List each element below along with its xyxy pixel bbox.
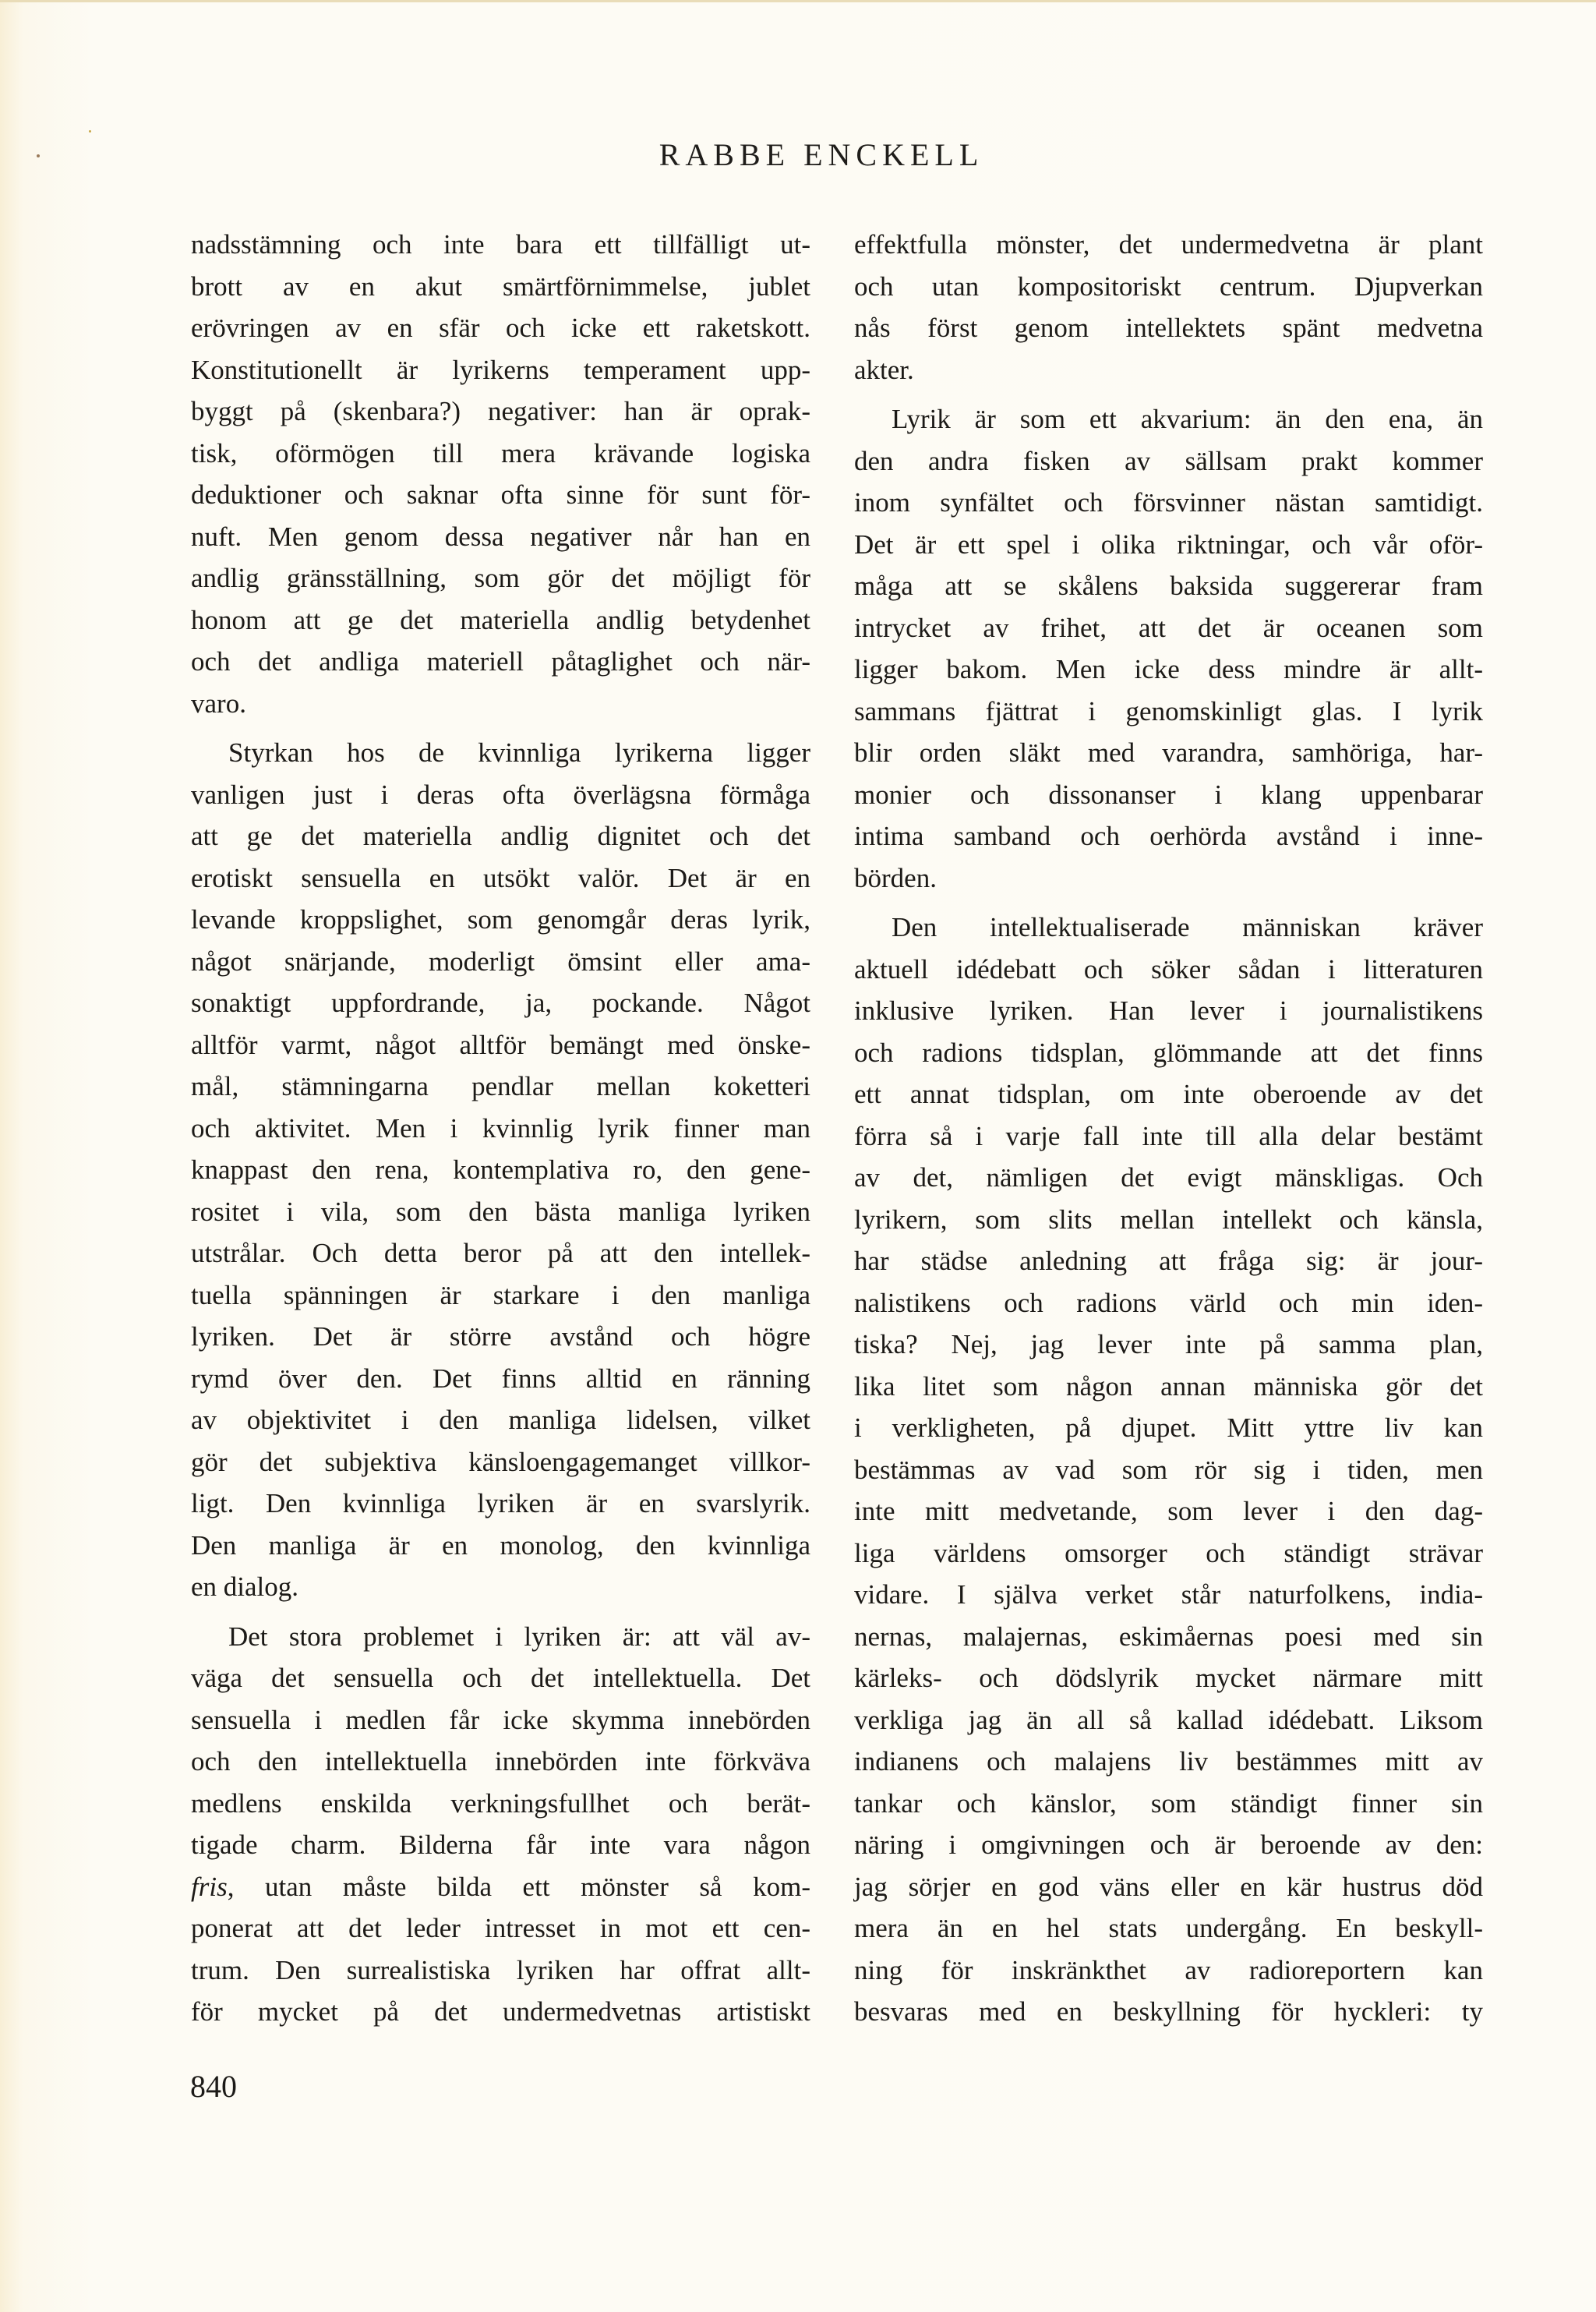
paper-speck (37, 154, 40, 157)
paragraph-gap (854, 899, 1483, 907)
text-line: lyrikern, som slits mellan intellekt och känsla, (854, 1204, 1483, 1235)
text-line: byggt på (skenbara?) negativer: han är oprak- (191, 396, 810, 426)
text-line: verkliga jag än all så kallad idédebatt. Liksom (854, 1704, 1483, 1735)
text-line: nuft. Men genom dessa negativer når han en (191, 521, 810, 552)
paragraph (191, 1616, 810, 2033)
text-line: nås först genom intellektets spänt medvetna (854, 313, 1483, 343)
paragraph (854, 907, 1483, 2033)
text-line: lyriken. Det är större avstånd och högre (191, 1321, 810, 1352)
text-line: att ge det materiella andlig dignitet och det (191, 821, 810, 851)
text-line: bestämmas av vad som rör sig i tiden, men (854, 1454, 1483, 1485)
text-line: börden. (854, 862, 937, 893)
text-line: för mycket på det undermedvetnas artistiskt (191, 1996, 810, 2027)
text-line: Konstitutionellt är lyrikerns temperament upp- (191, 354, 810, 385)
text-line: Det är ett spel i olika riktningar, och vår oför- (854, 529, 1483, 560)
running-head-text: RABBE ENCKELL (659, 137, 984, 172)
text-line: alltför varmt, något alltför bemängt med önske- (191, 1029, 810, 1060)
page-number: 840 (190, 2069, 237, 2104)
paragraph (191, 732, 810, 1608)
paragraph-gap (854, 391, 1483, 398)
text-line: ligt. Den kvinnliga lyriken är en svarslyrik. (191, 1488, 810, 1518)
text-line: något snärjande, moderligt ömsint eller ama- (191, 946, 810, 977)
text-line: effektfulla mönster, det undermedvetna är plant (854, 229, 1483, 260)
text-line: vidare. I själva verket står naturfolkens, india- (854, 1579, 1483, 1610)
text-line: honom att ge det materiella andlig betydenhet (191, 604, 810, 635)
text-line: jag sörjer en god väns eller en kär hustrus död (854, 1871, 1483, 1902)
text-line: indianens och malajens liv bestämmes mitt av (854, 1746, 1483, 1776)
text-line: utstrålar. Och detta beror på att den intellek- (191, 1238, 810, 1268)
text-line: har städse anledning att fråga sig: är jour- (854, 1246, 1483, 1276)
text-line: inklusive lyriken. Han lever i journalistikens (854, 995, 1483, 1026)
text-line: Den manliga är en monolog, den kvinnliga (191, 1529, 810, 1561)
text-line: tiska? Nej, jag lever inte på samma plan, (854, 1329, 1483, 1359)
text-line: tigade charm. Bilderna får inte vara någon (191, 1829, 810, 1860)
text-line: monier och dissonanser i klang uppenbarar (854, 779, 1483, 810)
right-text-column (854, 224, 1483, 2033)
text-line: blir orden släkt med varandra, samhöriga, har- (854, 737, 1483, 768)
paper-speck (89, 130, 91, 133)
text-line: liga världens omsorger och ständigt strävar (854, 1537, 1483, 1568)
text-line: och det andliga materiell påtaglighet och när- (191, 646, 810, 677)
text-line: mål, stämningarna pendlar mellan koketteri (191, 1071, 810, 1101)
text-line: Styrkan hos de kvinnliga lyrikerna ligger (228, 737, 810, 768)
running-head (0, 136, 1596, 173)
text-line: deduktioner och saknar ofta sinne för sunt för- (191, 479, 810, 510)
text-line: väga det sensuella och det intellektuella. Det (191, 1663, 810, 1693)
text-line: levande kroppslighet, som genomgår deras lyrik, (191, 904, 810, 935)
text-line: sonaktigt uppfordrande, ja, pockande. Något (191, 988, 810, 1018)
text-line: ning för inskränkthet av radioreportern kan (854, 1954, 1483, 1985)
text-line: och radions tidsplan, glömmande att det finns (854, 1037, 1483, 1068)
paragraph (191, 224, 810, 724)
text-line: inte mitt medvetande, som lever i den dag- (854, 1496, 1483, 1526)
text-line: tankar och känslor, som ständigt finner sin (854, 1787, 1483, 1819)
text-line: trum. Den surrealistiska lyriken har offrat allt- (191, 1954, 810, 1985)
text-line: tisk, oförmögen till mera krävande logiska (191, 437, 810, 468)
text-line: ligger bakom. Men icke dess mindre är allt- (854, 654, 1483, 684)
italic-word: fris (191, 1871, 228, 1902)
text-line: intima samband och oerhörda avstånd i inne- (854, 821, 1483, 851)
text-line: besvaras med en beskyllning för hyckleri: ty (854, 1996, 1483, 2027)
text-line: näring i omgivningen och är beroende av den: (854, 1829, 1483, 1860)
text-line: Den intellektualiserade människan kräver (892, 912, 1483, 942)
text-line: och aktivitet. Men i kvinnlig lyrik finner man (191, 1112, 810, 1144)
paragraph-gap (191, 1608, 810, 1616)
text-line: knappast den rena, kontemplativa ro, den gene- (191, 1154, 810, 1185)
text-line: erövringen av en sfär och icke ett raketskott. (191, 313, 810, 343)
text-line: ett annat tidsplan, om inte oberoende av det (854, 1079, 1483, 1109)
text-line: kärleks- och dödslyrik mycket närmare mitt (854, 1663, 1483, 1693)
text-line: akter. (854, 354, 914, 385)
text-line: erotiskt sensuella en utsökt valör. Det är en (191, 862, 810, 893)
text-line: rositet i vila, som den bästa manliga lyriken (191, 1196, 810, 1227)
text-line: Lyrik är som ett akvarium: än den ena, än (892, 404, 1483, 434)
text-line: lika litet som någon annan människa gör det (854, 1370, 1483, 1402)
text-line: och utan kompositoriskt centrum. Djupverkan (854, 270, 1483, 302)
text-line: och den intellektuella innebörden inte förkväva (191, 1746, 810, 1776)
paragraph (854, 224, 1483, 391)
text-line: en dialog. (191, 1571, 299, 1602)
text-line: sammans fjättrat i genomskinligt glas. I lyrik (854, 695, 1483, 726)
text-line: i verkligheten, på djupet. Mitt yttre liv kan (854, 1412, 1483, 1443)
paragraph (854, 398, 1483, 899)
text-line: av objektivitet i den manliga lidelsen, vilket (191, 1405, 810, 1435)
text-line: nernas, malajernas, eskimåernas poesi med sin (854, 1621, 1483, 1652)
left-text-column (191, 224, 810, 2033)
text-line: tuella spänningen är starkare i den manliga (191, 1279, 810, 1310)
text-line: sensuella i medlen får icke skymma innebörden (191, 1704, 810, 1735)
text-line: måga att se skålens baksida suggererar fram (854, 571, 1483, 601)
text-line: varo. (191, 688, 246, 719)
text-line: vanligen just i deras ofta överlägsna förmåga (191, 779, 810, 810)
text-line: Det stora problemet i lyriken är: att väl av- (228, 1621, 810, 1652)
text-line: nadsstämning och inte bara ett tillfälligt ut- (191, 229, 810, 260)
text-line: mera än en hel stats undergång. En beskyll- (854, 1913, 1483, 1943)
text-line: förra så i varje fall inte till alla delar bestämt (854, 1120, 1483, 1151)
text-line: andlig gränsställning, som gör det möjligt för (191, 563, 810, 593)
text-line: nalistikens och radions värld och min iden- (854, 1287, 1483, 1318)
paragraph-gap (191, 724, 810, 732)
text-line: rymd över den. Det finns alltid en ränning (191, 1363, 810, 1394)
text-line: medlens enskilda verkningsfullhet och berät- (191, 1787, 810, 1819)
text-line: gör det subjektiva känsloengagemanget villkor- (191, 1446, 810, 1477)
text-line: av det, nämligen det evigt mänskligas. Och (854, 1162, 1483, 1193)
text-line: fris, utan måste bilda ett mönster så kom- (191, 1871, 810, 1902)
text-line: intrycket av frihet, att det är oceanen som (854, 612, 1483, 643)
text-line: brott av en akut smärtförnimmelse, jublet (191, 270, 810, 302)
text-line: den andra fisken av sällsam prakt kommer (854, 445, 1483, 476)
text-line: aktuell idédebatt och söker sådan i litteraturen (854, 953, 1483, 985)
text-line: inom synfältet och försvinner nästan samtidigt. (854, 487, 1483, 518)
text-line: ponerat att det leder intresset in mot ett cen- (191, 1913, 810, 1943)
